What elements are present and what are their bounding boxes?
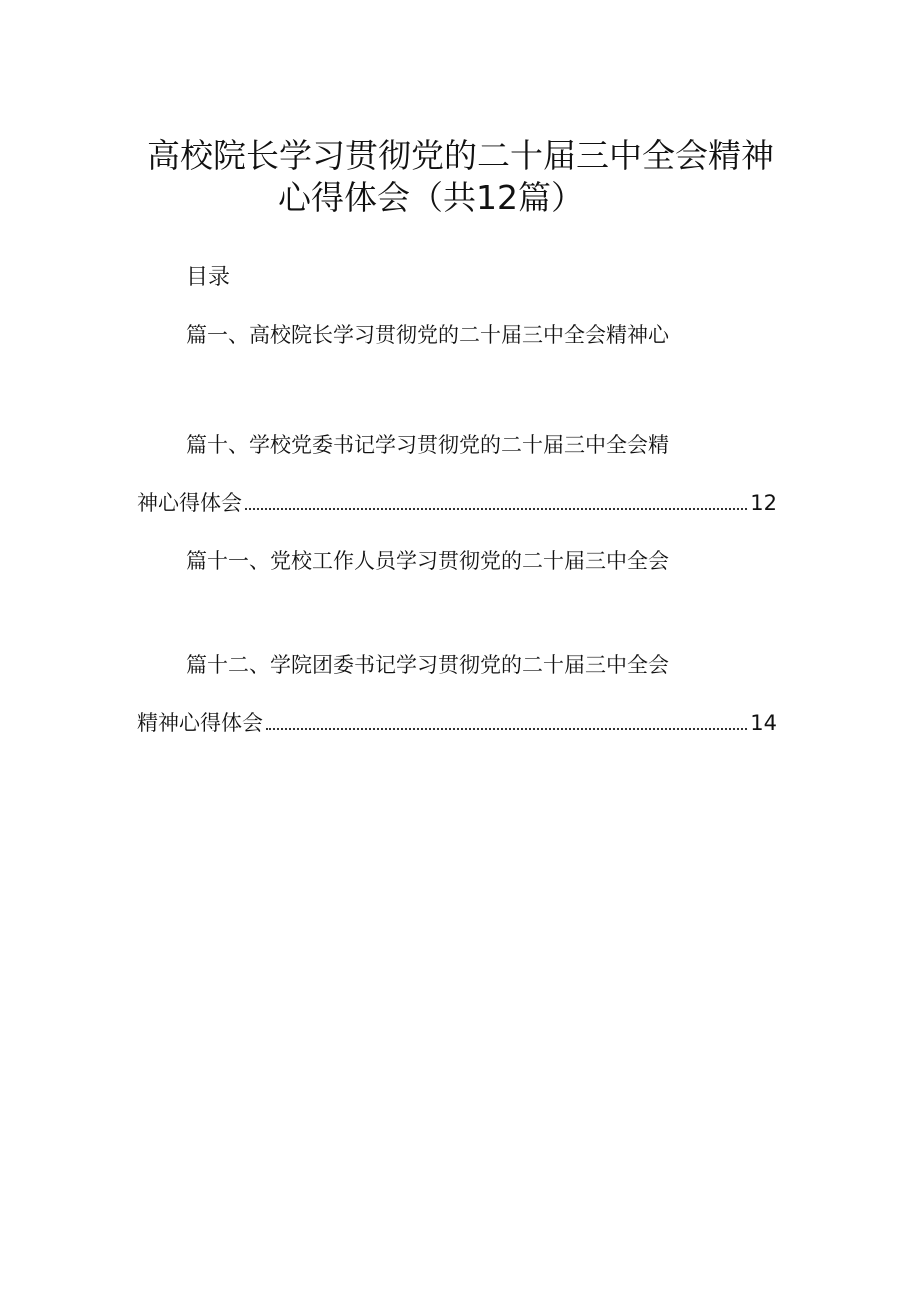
dot-leader [266, 727, 747, 730]
document-title-line-1: 高校院长学习贯彻党的二十届三中全会精神 [147, 136, 774, 175]
toc-entry-1[interactable]: 篇一、高校院长学习贯彻党的二十届三中全会精神心 [186, 323, 669, 347]
toc-heading: 目录 [186, 265, 231, 290]
document-title-line-2: 心得体会（共12篇） [278, 178, 584, 217]
dot-leader [245, 507, 747, 510]
toc-page-number: 14 [750, 711, 777, 735]
toc-entry-12-continuation[interactable] [137, 707, 777, 739]
toc-entry-label: 精神心得体会 [137, 711, 263, 735]
toc-entry-label: 神心得体会 [137, 491, 242, 515]
toc-entry-11[interactable]: 篇十一、党校工作人员学习贯彻党的二十届三中全会 [186, 549, 669, 573]
toc-entry-10-continuation[interactable] [137, 487, 777, 519]
toc-entry-12[interactable]: 篇十二、学院团委书记学习贯彻党的二十届三中全会 [186, 653, 669, 677]
toc-entry-10[interactable]: 篇十、学校党委书记学习贯彻党的二十届三中全会精 [186, 433, 669, 457]
toc-page-number: 12 [750, 491, 777, 515]
